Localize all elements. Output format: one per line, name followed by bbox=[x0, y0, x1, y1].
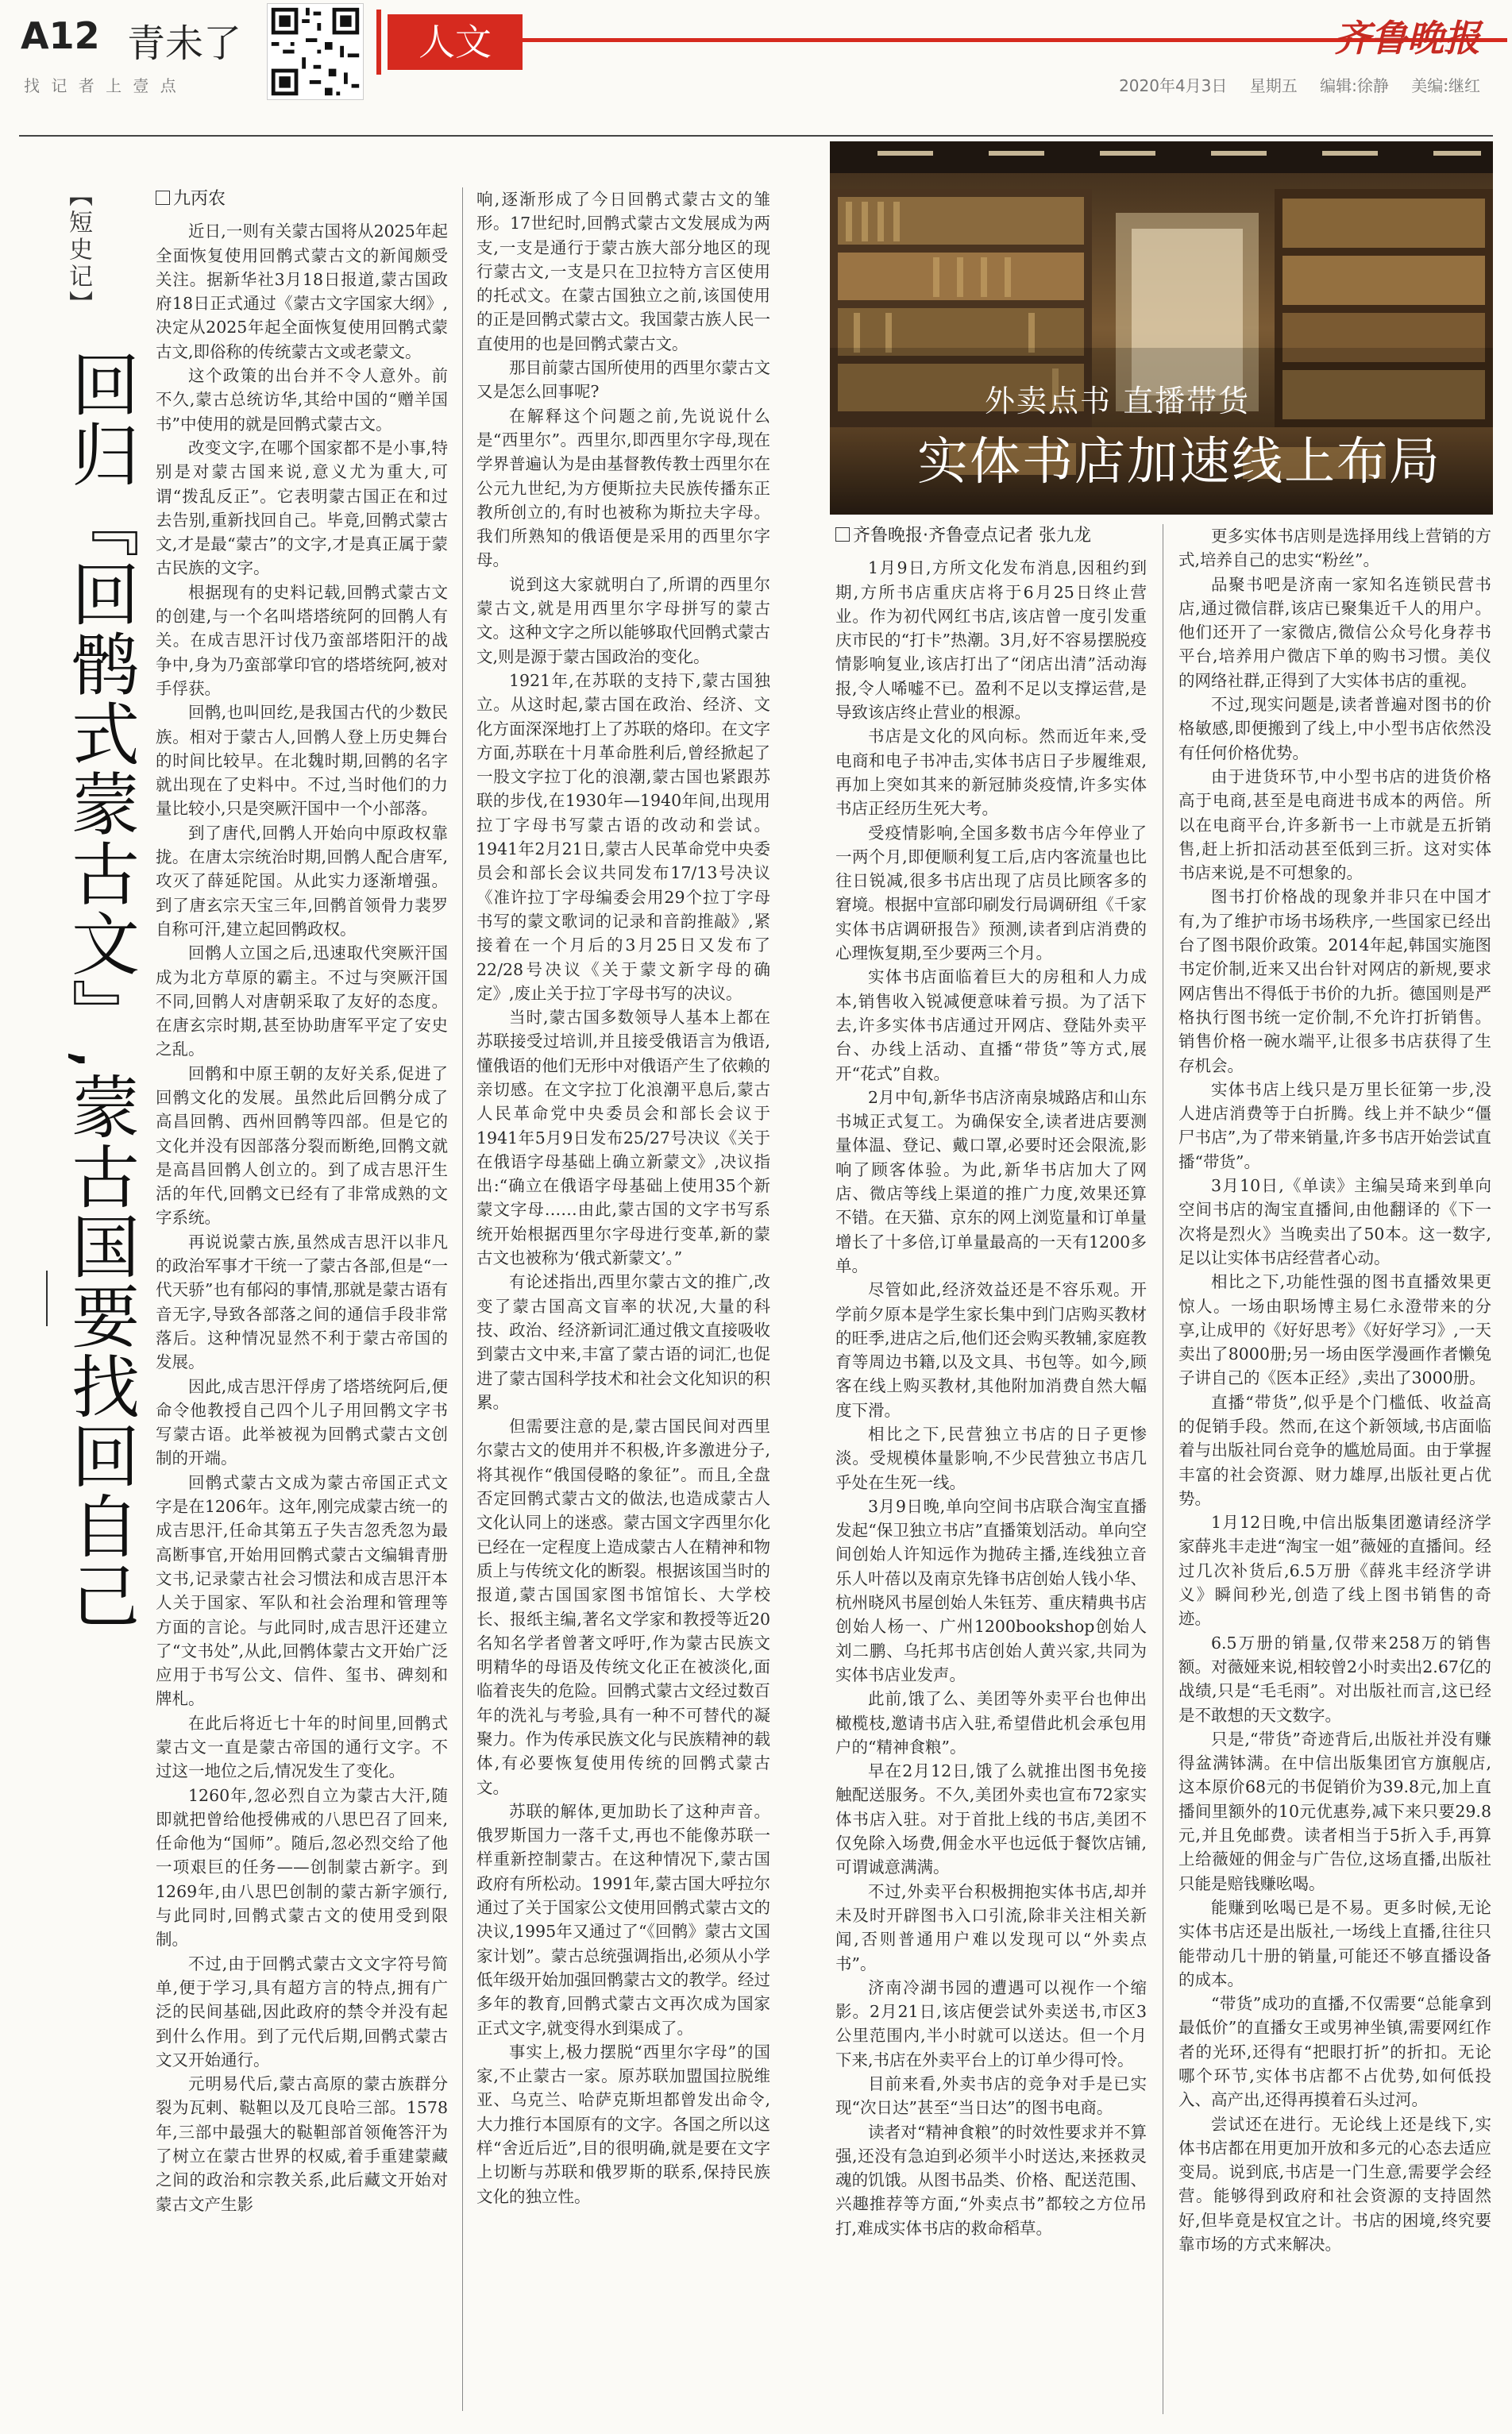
paragraph: 2月中旬,新华书店济南泉城路店和山东书城正式复工。为确保安全,读者进店要测量体温、登记、戴口罩,必要时还会限流,影响了顾客体验。为此,新华书店加大了网店、微店等线上渠道的推广力度,效果还算不错。在天猫、京东的网上浏览量和订单量增长了十多倍,订单量最高的一天有1200多单。 bbox=[835, 1087, 1147, 1275]
paragraph: 在此后将近七十年的时间里,回鹘式蒙古文一直是蒙古帝国的通行文字。不过这一地位之后,情况发生了变化。 bbox=[156, 1713, 448, 1781]
dateline bbox=[1101, 73, 1480, 96]
paragraph: 1260年,忽必烈自立为蒙古大汗,随即就把曾给他授佛戒的八思巴召了回来,任命他为“国师”。随后,忽必烈交给了他一项艰巨的任务——创制蒙古新字。到1269年,由八思巴创制的蒙古新字颁行,与此同时,回鹘式蒙古文的使用受到限制。 bbox=[156, 1785, 448, 1950]
paragraph: 到了唐代,回鹘人开始向中原政权靠拢。在唐太宗统治时期,回鹘人配合唐军,攻灭了薛延陀国。从此实力逐渐增强。到了唐玄宗天宝三年,回鹘首领骨力裴罗自称可汗,建立起回鹘政权。 bbox=[156, 823, 448, 939]
paragraph: 回鹘式蒙古文成为蒙古帝国正式文字是在1206年。这年,刚完成蒙古统一的成吉思汗,任命其第五子失吉忽秃忽为最高断事官,开始用回鹘式蒙古文编辑青册文书,记录蒙古社会习惯法和成吉思汗本人关于国家、军队和社会治理和管理等方面的言论。与此同时,成吉思汗还建立了“文书处”,从此,回鹘体蒙古文开始广泛应用于书写公文、信件、玺书、碑刻和牌札。 bbox=[156, 1472, 448, 1709]
paragraph: 元明易代后,蒙古高原的蒙古族群分裂为瓦剌、鞑靼以及兀良哈三部。1578年,三部中最强大的鞑靼部首领俺答汗为了树立在蒙古世界的权威,着手重建蒙藏之间的政治和宗教关系,此后藏文开始对蒙古文产生影 bbox=[156, 2074, 448, 2214]
square-bullet-icon bbox=[156, 191, 170, 205]
byline: 齐鲁晚报·齐鲁壹点记者 张九龙 bbox=[835, 524, 1147, 548]
byline: 九丙农 bbox=[156, 187, 448, 211]
paragraph: 这个政策的出台并不令人意外。前不久,蒙古总统访华,其给中国的“赠羊国书”中使用的就是回鹘式蒙古文。 bbox=[156, 366, 448, 434]
section-tab: 人文 bbox=[388, 14, 523, 70]
article-title: 回归『回鹘式蒙古文』,蒙古国要找回自己 bbox=[60, 349, 139, 1631]
designer: 美编:继红 bbox=[1411, 76, 1480, 95]
paragraph: 响,逐渐形成了今日回鹘式蒙古文的雏形。17世纪时,回鹘式蒙古文发展成为两支,一支是通行于蒙古族大部分地区的现行蒙古文,一支是只在卫拉特方言区使用的托忒文。在蒙古国独立之前,该国使用的正是回鹘式蒙古文。我国蒙古族人民一直使用的也是回鹘式蒙古文。 bbox=[476, 190, 770, 353]
paragraph: 3月10日,《单读》主编吴琦来到单向空间书店的淘宝直播间,由他翻译的《下一次将是烈火》当晚卖出了50本。这一数字,足以让实体书店经营者心动。 bbox=[1178, 1176, 1491, 1267]
date: 2020年4月3日 bbox=[1119, 76, 1228, 95]
paragraph: 直播“带货”,似乎是个门槛低、收益高的促销手段。然而,在这个新领域,书店面临着与出版社同台竞争的尴尬局面。由于掌握丰富的社会资源、财力雄厚,出版社更占优势。 bbox=[1178, 1392, 1491, 1508]
paragraph: 由于进货环节,中小型书店的进货价格高于电商,甚至是电商进书成本的两倍。所以在电商平台,许多新书一上市就是五折销售,赶上折扣活动甚至低到三折。这对实体书店来说,是不可想象的。 bbox=[1178, 766, 1491, 883]
article-column-2 bbox=[476, 187, 770, 2208]
paragraph: 实体书店上线只是万里长征第一步,没人进店消费等于白折腾。线上并不缺少“僵尸书店”,为了带来销量,许多书店开始尝试直播“带货”。 bbox=[1178, 1079, 1491, 1171]
paragraph: 能赚到吆喝已是不易。更多时候,无论实体书店还是出版社,一场线上直播,往往只能带动几十册的销量,可能还不够直播设备的成本。 bbox=[1178, 1897, 1491, 1989]
paragraph: 因此,成吉思汗俘虏了塔塔统阿后,便命令他教授自己四个儿子用回鹘文字书写蒙古语。此举被视为回鹘式蒙古文创制的开端。 bbox=[156, 1376, 448, 1468]
paragraph: 说到这大家就明白了,所谓的西里尔蒙古文,就是用西里尔字母拼写的蒙古文。这种文字之所以能够取代回鹘式蒙古文,则是源于蒙古国政治的变化。 bbox=[476, 574, 770, 666]
paragraph: 品聚书吧是济南一家知名连锁民营书店,通过微信群,该店已聚集近千人的用户。他们还开了一家微店,微信公众号化身荐书平台,培养用户微店下单的购书习惯。美仪的网络社群,正得到了大实体书店的重视。 bbox=[1178, 574, 1491, 690]
paragraph: 不过,由于回鹘式蒙古文文字符号简单,便于学习,具有超方言的特点,拥有广泛的民间基础,因此政府的禁令并没有起到什么作用。到了元代后期,回鹘式蒙古文又开始通行。 bbox=[156, 1954, 448, 2069]
paragraph: 尝试还在进行。无论线上还是线下,实体书店都在用更加开放和多元的心态去适应变局。说到底,书店是一门生意,需要学会经营。能够得到政府和社会资源的支持固然好,但毕竟是权宜之计。书店的困境,终究要靠市场的方式来解决。 bbox=[1178, 2114, 1491, 2255]
paragraph: 书店是文化的风向标。然而近年来,受电商和电子书冲击,实体书店日子步履维艰,再加上突如其来的新冠肺炎疫情,许多实体书店正经历生死大考。 bbox=[835, 727, 1147, 819]
paragraph: 回鹘人立国之后,迅速取代突厥汗国成为北方草原的霸主。不过与突厥汗国不同,回鹘人对唐朝采取了友好的态度。在唐玄宗时期,甚至协助唐军平定了安史之乱。 bbox=[156, 943, 448, 1059]
paragraph: 苏联的解体,更加助长了这种声音。俄罗斯国力一落千丈,再也不能像苏联一样重新控制蒙古。在这种情况下,蒙古国政府有所松动。1991年,蒙古国大呼拉尔通过了关于国家公文使用回鹘式蒙古文的决议,1995年又通过了“《回鹘》蒙古文国家计划”。蒙古总统强调指出,必须从小学低年级开始加强回鹘蒙古文的教学。经过多年的教育,回鹘式蒙古文再次成为国家正式文字,就变得水到渠成了。 bbox=[476, 1801, 770, 2038]
square-bullet-icon bbox=[835, 527, 850, 542]
editor: 编辑:徐静 bbox=[1320, 76, 1389, 95]
article-column-4 bbox=[1178, 524, 1491, 2256]
paragraph: 济南冷湖书园的遭遇可以视作一个缩影。2月21日,该店便尝试外卖送书,市区3公里范围内,半小时就可以送达。但一个月下来,书店在外卖平台上的订单少得可怜。 bbox=[835, 1977, 1147, 2069]
qr-code-icon bbox=[268, 4, 363, 99]
paragraph: 3月9日晚,单向空间书店联合淘宝直播发起“保卫独立书店”直播策划活动。单向空间创始人许知远作为抛砖主播,连线独立音乐人叶蓓以及南京先锋书店创始人钱小华、杭州晓风书屋创始人朱钰芳、重庆精典书店创始人杨一、广州1200bookshop创始人刘二鹏、乌托邦书店创始人黄兴家,共同为实体书店业发声。 bbox=[835, 1496, 1147, 1684]
article-kicker: 外卖点书 直播带货 bbox=[985, 384, 1251, 419]
paragraph: 尽管如此,经济效益还是不容乐观。开学前夕原本是学生家长集中到门店购买教材的旺季,进店之后,他们还会购买教辅,家庭教育等周边书籍,以及文具、书包等。如今,顾客在线上购买教材,其他附加消费自然大幅度下滑。 bbox=[835, 1280, 1147, 1420]
paragraph: 在解释这个问题之前,先说说什么是“西里尔”。西里尔,即西里尔字母,现在学界普遍认为是由基督教传教士西里尔在公元九世纪,为方便斯拉夫民族传播东正教所创立的,有时也被称为斯拉夫字母。我们所熟知的俄语便是采用的西里尔字母。 bbox=[476, 406, 770, 570]
masthead-logo: 齐鲁晚报 bbox=[1334, 17, 1480, 60]
paragraph: 但需要注意的是,蒙古国民间对西里尔蒙古文的使用并不积极,许多激进分子,将其视作“俄国侵略的象征”。而且,全盘否定回鹘式蒙古文的做法,也造成蒙古人文化认同上的迷惑。蒙古国文字西里尔化已经在一定程度上造成蒙古人在精神和物质上与传统文化的断裂。根据该国当时的报道,蒙古国国家图书馆馆长、大学校长、报纸主编,著名文学家和教授等近20名知名学者曾著文呼吁,作为蒙古民族文明精华的母语及传统文化正在被淡化,面临着丧失的危险。回鹘式蒙古文经过数百年的洗礼与考验,具有一种不可替代的凝聚力。作为传承民族文化与民族精神的载体,有必要恢复使用传统的回鹘式蒙古文。 bbox=[476, 1417, 770, 1797]
paragraph: 事实上,极力摆脱“西里尔字母”的国家,不止蒙古一家。原苏联加盟国拉脱维亚、乌克兰、哈萨克斯坦都曾发出命令,大力推行本国原有的文字。各国之所以这样“舍近后近”,目的很明确,就是要在文字上切断与苏联和俄罗斯的联系,保持民族文化的独立性。 bbox=[476, 2042, 770, 2206]
header-subtitle: 找 记 者 上 壹 点 bbox=[24, 76, 179, 95]
paragraph: 当时,蒙古国多数领导人基本上都在苏联接受过培训,并且接受俄语言为俄语,懂俄语的他们无形中对俄语产生了依赖的亲切感。在文字拉丁化浪潮平息后,蒙古人民革命党中央委员会和部长会议于1941年5月9日发布25/27号决议《关于在俄语字母基础上确立新蒙文》,决议指出:“确立在俄语字母基础上使用35个新蒙文字母……由此,蒙古国的文字书写系统开始根据西里尔字母进行变革,新的蒙古文也被称为‘俄式新蒙文’。” bbox=[476, 1008, 770, 1268]
paragraph: 不过,现实问题是,读者普遍对图书的价格敏感,即便搬到了线上,中小型书店依然没有任何价格优势。 bbox=[1178, 695, 1491, 762]
paragraph: 不过,外卖平台积极拥抱实体书店,却并未及时开辟图书入口引流,除非关注相关新闻,否则普通用户难以发现可以“外卖点书”。 bbox=[835, 1881, 1147, 1973]
paragraph: 更多实体书店则是选择用线上营销的方式,培养自己的忠实“粉丝”。 bbox=[1178, 527, 1491, 570]
page-number: A12 bbox=[21, 14, 100, 57]
paragraph: 实体书店面临着巨大的房租和人力成本,销售收入锐减便意味着亏损。为了活下去,许多实体书店通过开网店、登陆外卖平台、办线上活动、直播“带货”等方式,展开“花式”自救。 bbox=[835, 967, 1147, 1083]
paragraph: 1921年,在苏联的支持下,蒙古国独立。从这时起,蒙古国在政治、经济、文化方面深深地打上了苏联的烙印。在文字方面,苏联在十月革命胜利后,曾经掀起了一股文字拉丁化的浪潮,蒙古国也紧跟苏联的步伐,在1930年—1940年间,出现用拉丁字母书写蒙古语的改动和尝试。1941年2月21日,蒙古人民革命党中央委员会和部长会议共同发布17/13号决议《准许拉丁字母编委会用29个拉丁字母书写的蒙文歌词的记录和音韵推敲》,紧接着在一个月后的3月25日又发布了22/28号决议《关于蒙文新字母的确定》,废止关于拉丁字母书写的决议。 bbox=[476, 670, 770, 1003]
paragraph: 图书打价格战的现象并非只在中国才有,为了维护市场书场秩序,一些国家已经出台了图书限价政策。2014年起,韩国实施图书定价制,近来又出台针对网店的新规,要求网店售出不得低于书价的九折。德国则是严格执行图书统一定价制,不允许打折销售。销售价格一碗水端平,让很多书店获得了生存机会。 bbox=[1178, 887, 1491, 1075]
paragraph: 此前,饿了么、美团等外卖平台也伸出橄榄枝,邀请书店入驻,希望借此机会承包用户的“精神食粮”。 bbox=[835, 1689, 1147, 1757]
paragraph: 早在2月12日,饿了么就推出图书免接触配送服务。不久,美团外卖也宣布72家实体书店入驻。对于首批上线的书店,美团不仅免除入场费,佣金水平也远低于餐饮店铺,可谓诚意满满。 bbox=[835, 1761, 1147, 1877]
paragraph: 1月9日,方所文化发布消息,因租约到期,方所书店重庆店将于6月25日终止营业。作为初代网红书店,该店曾一度引发重庆市民的“打卡”热潮。3月,好不容易摆脱疫情影响复业,该店打出了“闭店出清”活动海报,令人唏嘘不已。盈利不足以支撑运营,是导致该店终止营业的根源。 bbox=[835, 558, 1147, 723]
paragraph: 改变文字,在哪个国家都不是小事,特别是对蒙古国来说,意义尤为重大,可谓“拨乱反正”。它表明蒙古国正在和过去告别,重新找回自己。毕竟,回鹘式蒙古文,才是最“蒙古”的文字,才是真正属于蒙古民族的文字。 bbox=[156, 438, 448, 578]
article-column-3 bbox=[835, 524, 1147, 2240]
article-column-1 bbox=[156, 187, 448, 2216]
paragraph: 近日,一则有关蒙古国将从2025年起全面恢复使用回鹘式蒙古文的新闻颇受关注。据新华社3月18日报道,蒙古国政府18日正式通过《蒙古文字国家大纲》,决定从2025年起全面恢复使用回鹘式蒙古文,即俗称的传统蒙古文或老蒙文。 bbox=[156, 222, 448, 361]
article-title: 实体书店加速线上布局 bbox=[917, 433, 1441, 492]
paragraph: 6.5万册的销量,仅带来258万的销售额。对薇娅来说,相较曾2小时卖出2.67亿的战绩,只是“毛毛雨”。对出版社而言,这已经是不敢想的天文数字。 bbox=[1178, 1633, 1491, 1725]
paragraph: 那目前蒙古国所使用的西里尔蒙古文又是怎么回事呢? bbox=[476, 358, 770, 402]
paragraph: 读者对“精神食粮”的时效性要求并不算强,还没有急迫到必须半小时送达,来拯救灵魂的饥饿。从图书品类、价格、配送范围、兴趣推荐等方面,“外卖点书”都较之方位吊打,难成实体书店的救命稻草。 bbox=[835, 2122, 1147, 2238]
paragraph: 相比之下,民营独立书店的日子更惨淡。受规模体量影响,不少民营独立书店几乎处在生死一线。 bbox=[835, 1424, 1147, 1492]
header-divider bbox=[19, 135, 1493, 137]
qr-code[interactable] bbox=[267, 3, 364, 100]
column-kicker: 【短史记】 bbox=[64, 183, 92, 318]
title-bar bbox=[46, 1271, 48, 1326]
paragraph: “带货”成功的直播,不仅需要“总能拿到最低价”的直播女王或男神坐镇,需要网红作者的光环,还得有“把眼打折”的折扣。无论哪个环节,实体书店都不占优势,如何低投入、高产出,还得再摸着石头过河。 bbox=[1178, 1994, 1491, 2110]
paragraph: 目前来看,外卖书店的竞争对手是已实现“次日达”甚至“当日达”的图书电商。 bbox=[835, 2074, 1147, 2118]
paragraph: 只是,“带货”奇迹背后,出版社并没有赚得盆满钵满。在中信出版集团官方旗舰店,这本原价68元的书促销价为39.8元,加上直播间里额外的10元优惠券,减下来只要29.8元,并且免邮费。读者相当于5折入手,再算上给薇娅的佣金与广告位,这场直播,出版社只能是赔钱赚吆喝。 bbox=[1178, 1729, 1491, 1893]
paragraph: 根据现有的史料记载,回鹘式蒙古文的创建,与一个名叫塔塔统阿的回鹘人有关。在成吉思汗讨伐乃蛮部塔阳汗的战争中,身为乃蛮部掌印官的塔塔统阿,被对手俘获。 bbox=[156, 582, 448, 698]
paragraph: 回鹘和中原王朝的友好关系,促进了回鹘文化的发展。虽然此后回鹘分成了高昌回鹘、西州回鹘等四部。但是它的文化并没有因部落分裂而断绝,回鹘文就是高昌回鹘人创立的。到了成吉思汗生活的年代,回鹘文已经有了非常成熟的文字系统。 bbox=[156, 1063, 448, 1228]
column-divider bbox=[462, 187, 463, 2411]
paragraph: 再说说蒙古族,虽然成吉思汗以非凡的政治军事才干统一了蒙古各部,但是“一代天骄”也有郁闷的事情,那就是蒙古语有音无字,导致各部落之间的通信手段非常落后。这种情况显然不利于蒙古帝国的发展。 bbox=[156, 1232, 448, 1372]
weekday: 星期五 bbox=[1249, 76, 1298, 95]
page-header bbox=[0, 0, 1512, 95]
paragraph: 受疫情影响,全国多数书店今年停业了一两个月,即便顺利复工后,店内客流量也比往日锐减,很多书店出现了店员比顾客多的窘境。根据中宣部印刷发行局调研组《千家实体书店调研报告》预测,读者到店消费的心理恢复期,至少要两三个月。 bbox=[835, 823, 1147, 963]
paper-name: 青未了 bbox=[127, 21, 242, 66]
paragraph: 1月12日晚,中信出版集团邀请经济学家薛兆丰走进“淘宝一姐”薇娅的直播间。经过几次补货后,6.5万册《薛兆丰经济学讲义》瞬间秒光,创造了线上图书销售的奇迹。 bbox=[1178, 1513, 1491, 1629]
paragraph: 有论述指出,西里尔蒙古文的推广,改变了蒙古国高文盲率的状况,大量的科技、政治、经济新词汇通过俄文直接吸收到蒙古文中来,丰富了蒙古语的词汇,也促进了蒙古国科学技术和社会文化知识的积累。 bbox=[476, 1272, 770, 1412]
paragraph: 相比之下,功能性强的图书直播效果更惊人。一场由职场博主易仁永澄带来的分享,让成甲的《好好思考》《好好学习》,一天卖出了8000册;另一场由医学漫画作者懒兔子讲自己的《医本正经》,卖出了3000册。 bbox=[1178, 1272, 1491, 1388]
paragraph: 回鹘,也叫回纥,是我国古代的少数民族。相对于蒙古人,回鹘人登上历史舞台的时间比较早。在北魏时期,回鹘的名字就出现在了史料中。不过,当时他们的力量比较小,只是突厥汗国中一个小部落。 bbox=[156, 703, 448, 819]
